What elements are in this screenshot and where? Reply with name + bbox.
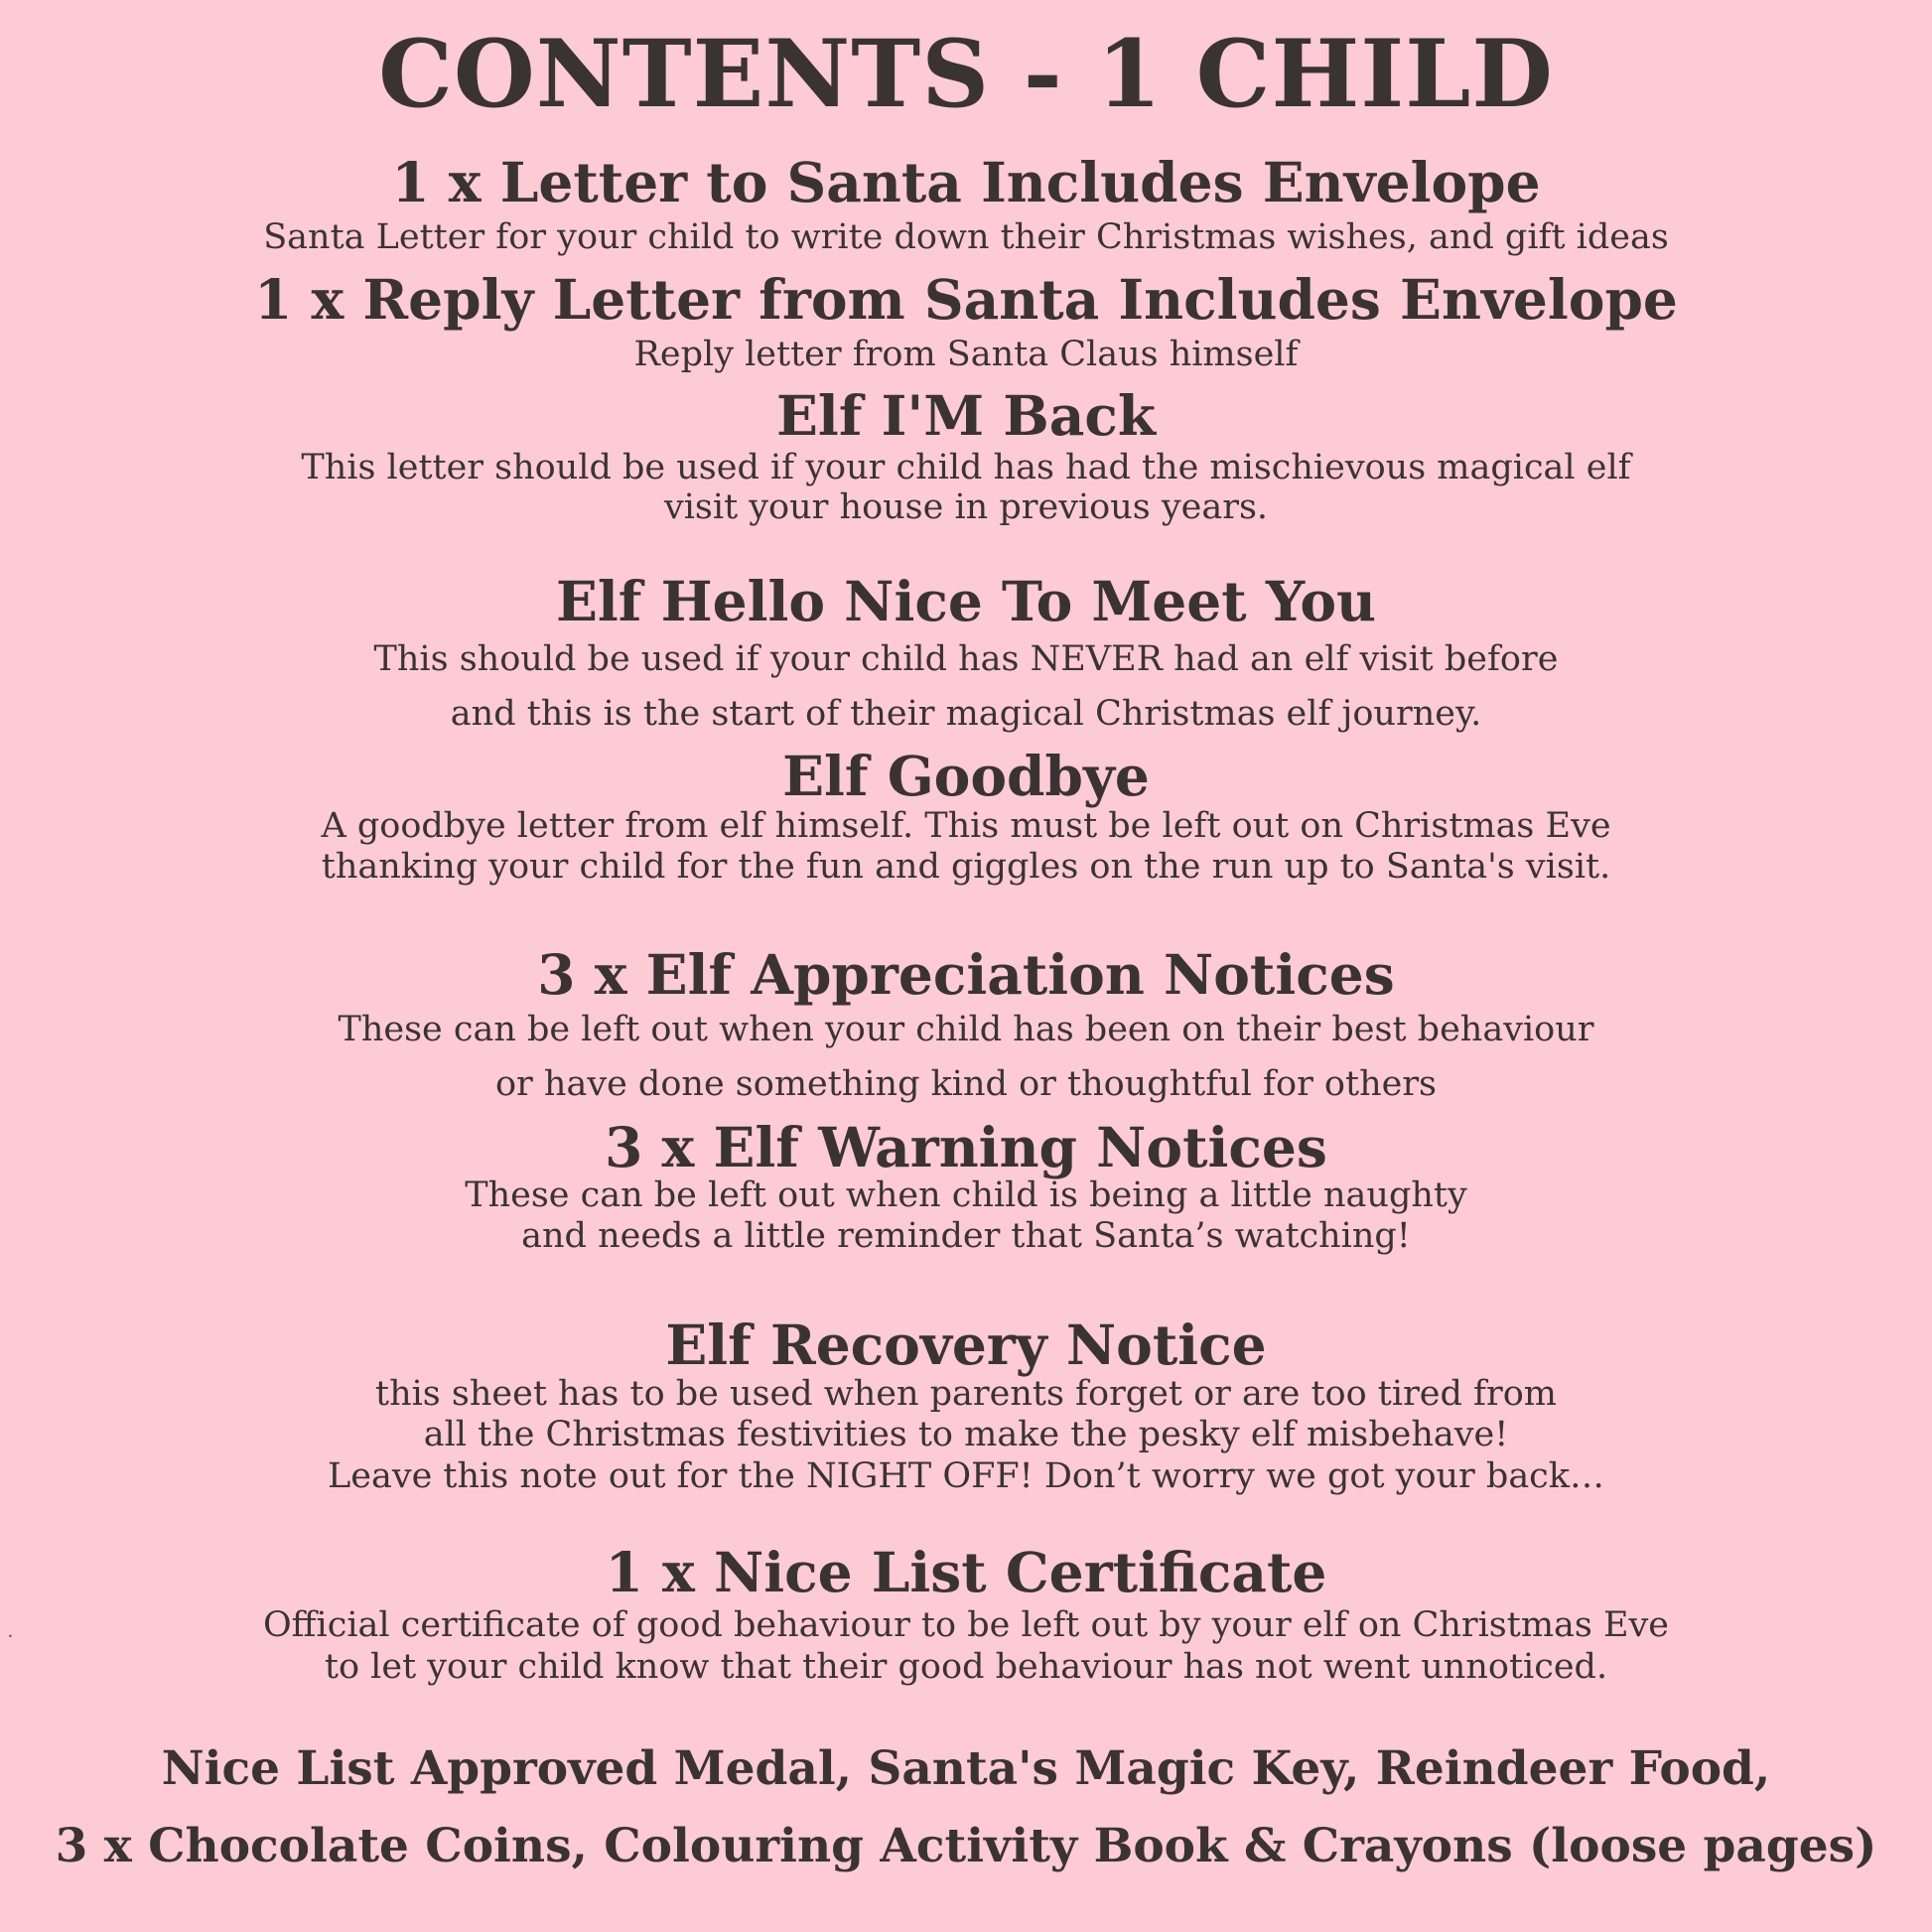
item-heading-nice-list-certificate: 1 x Nice List Certificate [605, 1540, 1327, 1604]
item-description: or have done something kind or thoughtful for others [494, 1064, 1438, 1104]
item-heading-elf-goodbye: Elf Goodbye [782, 744, 1150, 808]
item-heading-elf-im-back: Elf I'M Back [776, 383, 1156, 448]
item-description: Reply letter from Santa Claus himself [633, 335, 1299, 374]
item-description: Santa Letter for your child to write down their Christmas wishes, and gift ideas [263, 217, 1669, 257]
item-description: These can be left out when your child has been on their best behaviour [338, 1010, 1594, 1049]
item-heading-recovery-notice: Elf Recovery Notice [665, 1312, 1267, 1377]
item-description: to let your child know that their good behaviour has not went unnoticed. [324, 1647, 1608, 1687]
item-description: Official certificate of good behaviour to be left out by your elf on Christmas Eve [262, 1605, 1670, 1645]
item-heading-warning-notices: 3 x Elf Warning Notices [605, 1115, 1327, 1179]
footer-extras-line: Nice List Approved Medal, Santa's Magic Key, Reindeer Food, [161, 1741, 1771, 1796]
item-heading-reply-letter: 1 x Reply Letter from Santa Includes Envelope [254, 267, 1678, 332]
item-description: A goodbye letter from elf himself. This must be left out on Christmas Eve [321, 806, 1611, 846]
item-heading-letter-to-santa: 1 x Letter to Santa Includes Envelope [391, 150, 1541, 214]
footer-extras-line: 3 x Chocolate Coins, Colouring Activity Book & Crayons (loose pages) [55, 1819, 1877, 1873]
item-description: This letter should be used if your child has had the mischievous magical elf [301, 448, 1631, 487]
item-description: and needs a little reminder that Santa’s watching! [521, 1216, 1411, 1256]
item-description: visit your house in previous years. [663, 487, 1269, 527]
item-description: These can be left out when child is being a little naughty [465, 1175, 1467, 1215]
item-description: this sheet has to be used when parents forget or are too tired from [375, 1374, 1557, 1414]
scan-mark-icon: • [8, 1632, 13, 1641]
item-heading-appreciation-notices: 3 x Elf Appreciation Notices [537, 942, 1395, 1007]
page-title: CONTENTS - 1 CHILD [378, 20, 1554, 129]
item-description: all the Christmas festivities to make the pesky elf misbehave! [423, 1415, 1509, 1454]
item-description: and this is the start of their magical Christmas elf journey. [450, 694, 1482, 734]
item-description: This should be used if your child has NEVER had an elf visit before [373, 639, 1559, 679]
item-description: thanking your child for the fun and giggles on the run up to Santa's visit. [321, 847, 1611, 887]
item-heading-elf-hello: Elf Hello Nice To Meet You [555, 569, 1377, 633]
item-description: Leave this note out for the NIGHT OFF! Don’t worry we got your back… [328, 1456, 1604, 1496]
